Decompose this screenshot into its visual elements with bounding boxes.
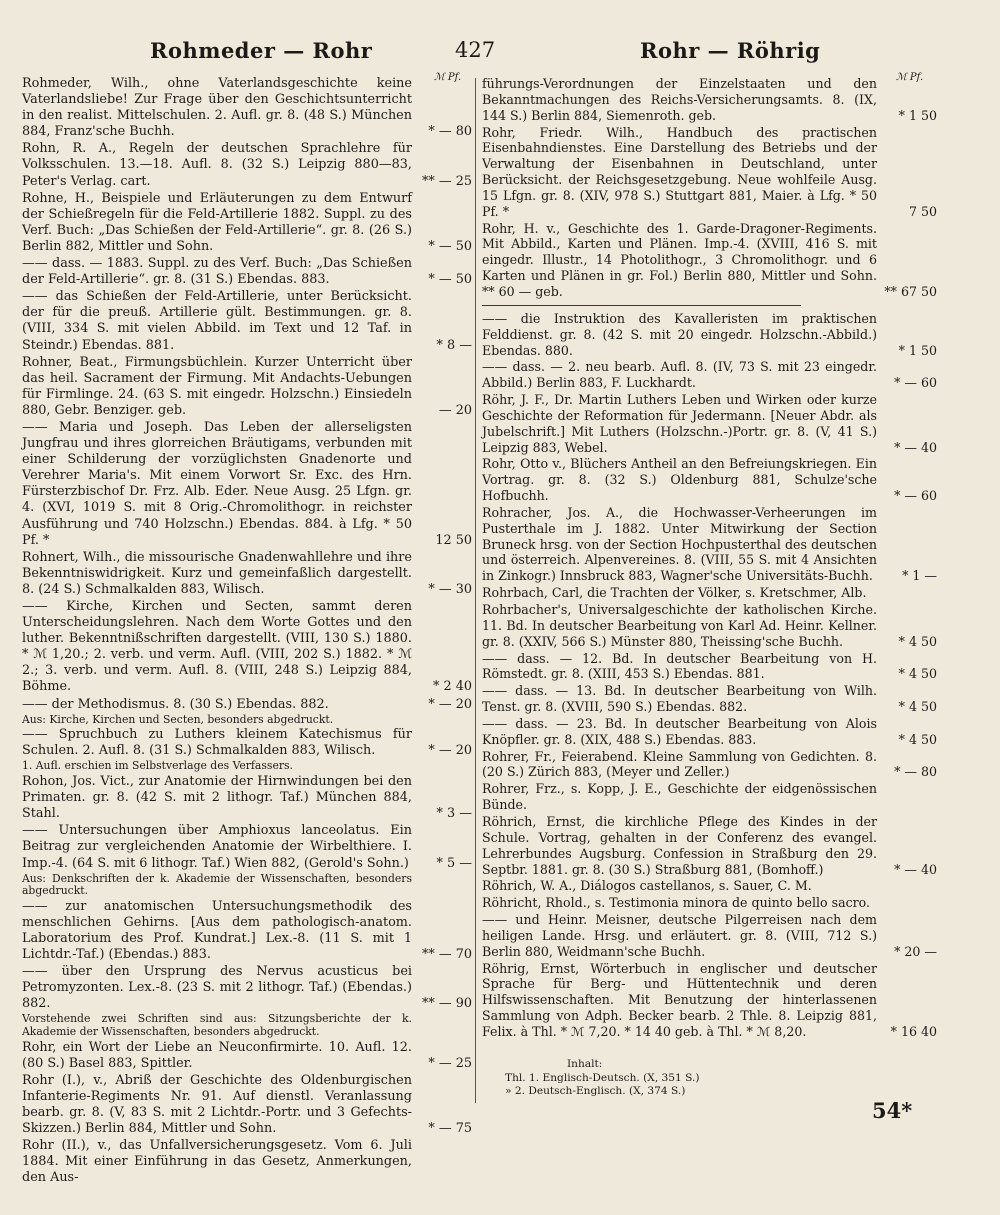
entry-text: Aus: Kirche, Kirchen und Secten, besonders abgedruckt. — [22, 712, 334, 726]
entry-text: —— Maria und Joseph. Das Leben der allerseligsten Jungfrau und ihres glorreichen Bräutigams, verbunden mit einer Schilderung der vorzüglichsten Gnadenorte und Verehrer Maria's. Mit einem Vorwort Sr. Exc. des Hrn. Fürsterzbischof Dr. Frz. Alb. Eder. Neue Ausg. 25 Lfgn. gr. 4. (XVI, 1019 S. mit 8 Orig.-Chromolithogr. in reichster Ausführung und 740 Holzschn.) Ebendas. 884. à Lfg. * 50 Pf. * — [22, 419, 412, 548]
bibliography-entry — [482, 585, 937, 601]
bibliography-entry — [482, 602, 937, 650]
bibliography-entry — [482, 749, 937, 781]
entry-price: * 20 — — [894, 943, 937, 959]
contents-item: » 2. Deutsch-Englisch. (X, 374 S.) — [505, 1085, 686, 1098]
bibliography-entry — [482, 311, 937, 359]
entry-text: —— dass. — 1883. Suppl. zu des Verf. Buch: „Das Schießen der Feld-Artillerie“. gr. 8. (31 S.) Ebendas. 883. — [22, 256, 412, 288]
entry-text: —— dass. — 23. Bd. In deutscher Bearbeitung von Alois Knöpfler. gr. 8. (XIX, 488 S.) Ebendas. 883. — [482, 715, 877, 747]
bibliography-entry — [22, 599, 472, 696]
header-right-title: Rohr — Röhrig — [640, 38, 821, 63]
bibliography-entry — [22, 550, 472, 598]
entry-price: ** — 90 — [421, 996, 472, 1012]
entry-text: Röhrich, W. A., Diálogos castellanos, s. Sauer, C. M. — [482, 878, 812, 894]
entry-price: * 3 — — [436, 806, 472, 822]
entry-price: ** 67 50 — [884, 283, 937, 299]
bibliography-entry — [482, 359, 937, 391]
bibliography-entry — [482, 912, 937, 960]
bibliography-entry — [482, 814, 937, 877]
entry-text: Rohrbacher's, Universalgeschichte der katholischen Kirche. 11. Bd. In deutscher Bearbeitung von Karl Ad. Heinr. Kellner. gr. 8. (XXIV, 566 S.) Münster 880, Theissing'sche Buchh. — [482, 602, 877, 649]
entry-text: Rohner, Beat., Firmungsbüchlein. Kurzer Unterricht über das heil. Sacrament der Firmung. Mit Andachts-Uebungen für Firmlinge. 24. (63 S. mit eingedr. Holzschn.) Einsiedeln 880, Gebr. Benziger. geb. — [22, 354, 412, 418]
entry-price: ** — 70 — [421, 947, 472, 963]
entry-text: Röhrig, Ernst, Wörterbuch in englischer und deutscher Sprache für Berg- und Hüttentechnik und deren Hilfswissenschaften. Mit Benutzung der hinterlassenen Sammlung von Adph. Becker bearb. 2 Thle. 8. Leipzig 881, Felix. à Thl. * ℳ 7,20. * 14 40 geb. à Thl. * ℳ 8,20. — [482, 960, 877, 1039]
entry-price: * — 80 — [894, 764, 937, 780]
entry-text: Rohne, H., Beispiele und Erläuterungen zu dem Entwurf der Schießregeln für die Feld-Artillerie 1882. Suppl. zu des Verf. Buch: „Das Schießen der Feld-Artillerie“. gr. 8. (26 S.) Berlin 882, Mittler und Sohn. — [22, 190, 412, 254]
entry-price: * 8 — — [436, 337, 472, 353]
bibliography-entry — [22, 823, 472, 871]
entry-price: ** — 25 — [421, 173, 472, 189]
bibliography-entry — [22, 256, 472, 288]
entry-price: * 2 40 — [433, 679, 472, 695]
bibliography-entry — [22, 1040, 472, 1072]
entry-price: * — 50 — [428, 238, 472, 254]
entry-text: —— zur anatomischen Untersuchungsmethodik des menschlichen Gehirns. [Aus dem pathologisch-anatom. Laboratorium des Prof. Kundrat.] Lex.-8. (11 S. mit 1 Lichtdr.-Taf.) (Ebendas.) 883. — [22, 898, 412, 963]
entry-text: Rohr (II.), v., das Unfallversicherungsgesetz. Vom 6. Juli 1884. Mit einer Einführung in das Gesetz, Anmerkungen, den Aus- — [22, 1138, 412, 1186]
entry-text: —— dass. — 13. Bd. In deutscher Bearbeitung von Wilh. Tenst. gr. 8. (XVIII, 590 S.) Ebendas. 882. — [482, 683, 877, 715]
bibliography-entry — [482, 76, 937, 124]
bibliography-entry — [482, 392, 937, 455]
entry-text: Vorstehende zwei Schriften sind aus: Sitzungsberichte der k. Akademie der Wissenschaften, besonders abgedruckt. — [22, 1012, 412, 1039]
entry-text: Röhrich, Ernst, die kirchliche Pflege des Kindes in der Schule. Vortrag, gehalten in der Conferenz des evangel. Lehrerbundes Augsburg. Confession in Straßburg den 29. Septbr. 1881. gr. 8. (30 S.) Straßburg 881, (Bomhoff.) — [482, 813, 877, 877]
entry-text: —— dass. — 12. Bd. In deutscher Bearbeitung von H. Römstedt. gr. 8. (XIII, 453 S.) Ebendas. 881. — [482, 650, 877, 682]
header-left-title: Rohmeder — Rohr — [150, 38, 373, 63]
entry-price: * 1 50 — [898, 107, 937, 123]
bibliography-entry — [482, 505, 937, 584]
entry-text: —— der Methodismus. 8. (30 S.) Ebendas. 882. — [22, 696, 329, 712]
contents-item: Thl. 1. Englisch-Deutsch. (X, 351 S.) — [505, 1071, 700, 1084]
entry-text: —— über den Ursprung des Nervus acusticus bei Petromyzonten. Lex.-8. (23 S. mit 2 lithogr. Taf.) (Ebendas.) 882. — [22, 964, 412, 1012]
entry-price: * — 40 — [894, 861, 937, 877]
currency-label-right: ℳ Pf. — [896, 72, 924, 83]
entry-text: Rohr, Friedr. Wilh., Handbuch des practischen Eisenbahndienstes. Eine Darstellung des Betriebs und der Verwaltung der Eisenbahnen in Deutschland, unter Berücksicht. der Reichsgesetzgebung. Neue wohlfeile Ausg. 15 Lfgn. gr. 8. (XIV, 978 S.) Stuttgart 881, Maier. à Lfg. * 50 Pf. * — [482, 124, 877, 219]
entry-text: Rohr (I.), v., Abriß der Geschichte des Oldenburgischen Infanterie-Regiments Nr. 91. Auf dienstl. Veranlassung bearb. gr. 8. (V, 83 S. mit 2 Lichtdr.-Portr. und 3 Gefechts-Skizzen.) Berlin 884, Mittler und Sohn. — [22, 1072, 412, 1137]
entry-text: Röhr, J. F., Dr. Martin Luthers Leben und Wirken oder kurze Geschichte der Reformation für Jedermann. [Neuer Abdr. als Jubelschrift.] Mit Luthers (Holzschn.-)Portr. gr. 8. (V, 41 S.) Leipzig 883, Webel. — [482, 392, 877, 455]
entry-text: Rohr, ein Wort der Liebe an Neuconfirmirte. 10. Aufl. 12. (80 S.) Basel 883, Spittler. — [22, 1039, 412, 1071]
entry-text: —— die Instruktion des Kavalleristen im praktischen Felddienst. gr. 8. (42 S. mit 20 eingedr. Holzschn.-Abbild.) Ebendas. 880. — [482, 310, 877, 358]
entry-price: 7 50 — [908, 203, 937, 219]
entry-price: * — 40 — [894, 439, 937, 455]
entry-text: Rohrer, Fr., Feierabend. Kleine Sammlung von Gedichten. 8. (20 S.) Zürich 883, (Meyer und Zeller.) — [482, 748, 877, 780]
entry-text: Rohrbach, Carl, die Trachten der Völker, s. Kretschmer, Alb. — [482, 585, 867, 601]
bibliography-entry — [482, 221, 937, 300]
entry-price: * — 75 — [428, 1121, 472, 1137]
entry-text: —— das Schießen der Feld-Artillerie, unter Berücksicht. der für die preuß. Artillerie gült. Bestimmungen. gr. 8. (VIII, 334 S. mit vielen Abbild. im Text und 12 Taf. in Steindr.) Ebendas. 881. — [22, 289, 412, 353]
bibliography-entry — [482, 878, 937, 894]
entry-price: * — 50 — [428, 272, 472, 288]
entry-price: * — 60 — [894, 488, 937, 504]
entry-text: Rohr, H. v., Geschichte des 1. Garde-Dragoner-Regiments. Mit Abbild., Karten und Plänen. Imp.-4. (XVIII, 416 S. mit eingedr. Illustr., 14 Photolithogr., 3 Chromolithogr. und 6 Karten und Plänen in gr. Fol.) Berlin 880, Mittler und Sohn. ** 60 — geb. — [482, 220, 877, 299]
bibliography-entry — [482, 716, 937, 748]
bibliography-entry — [22, 191, 472, 255]
entry-price: 12 50 — [435, 532, 472, 548]
bibliography-entry — [22, 899, 472, 963]
entry-price: * 1 50 — [898, 342, 937, 358]
entry-text: Aus: Denkschriften der k. Akademie der Wissenschaften, besonders abgedruckt. — [22, 871, 412, 898]
entry-price: * — 30 — [428, 581, 472, 597]
currency-label-left: ℳ Pf. — [434, 72, 462, 83]
entry-price: — 20 — [438, 402, 472, 418]
entry-text: führungs-Verordnungen der Einzelstaaten und den Bekanntmachungen des Reichs-Versicherungsamts. 8. (IX, 144 S.) Berlin 884, Siemenroth. geb. — [482, 76, 877, 123]
entry-text: —— und Heinr. Meisner, deutsche Pilgerreisen nach dem heiligen Lande. Hrsg. und erläutert. gr. 8. (VIII, 712 S.) Berlin 880, Weidmann'sche Buchh. — [482, 912, 877, 959]
bibliography-entry — [482, 781, 937, 813]
entry-text: Rohon, Jos. Vict., zur Anatomie der Hirnwindungen bei den Primaten. gr. 8. (42 S. mit 2 lithogr. Taf.) München 884, Stahl. — [22, 774, 412, 822]
entry-price: * 4 50 — [898, 699, 937, 715]
bibliography-entry — [482, 651, 937, 683]
page-header — [0, 38, 1000, 72]
entry-price: * 5 — — [436, 855, 472, 871]
entry-text: Rohnert, Wilh., die missourische Gnadenwahllehre und ihre Bekenntniswidrigkeit. Kurz und gemeinfaßlich dargestellt. 8. (24 S.) Schmalkalden 883, Wilisch. — [22, 549, 412, 597]
entry-text: —— Kirche, Kirchen und Secten, sammt deren Unterscheidungslehren. Nach dem Worte Gottes und den luther. Bekenntnißschriften dargestellt. (VIII, 130 S.) 1880. * ℳ 1,20.; 2. verb. und verm. Aufl. (VIII, 202 S.) 1882. * ℳ 2.; 3. verb. und verm. Aufl. 8. (VIII, 248 S.) Leipzig 884, Böhme. — [22, 599, 412, 695]
page-number: 427 — [455, 38, 496, 62]
bibliography-entry — [22, 727, 472, 759]
bibliography-entry — [482, 895, 937, 911]
contents-title: Inhalt: — [567, 1058, 603, 1070]
entry-text: —— Untersuchungen über Amphioxus lanceolatus. Ein Beitrag zur vergleichenden Anatomie der Wirbelthiere. I. Imp.-4. (64 S. mit 6 lithogr. Taf.) Wien 882, (Gerold's Sohn.) — [22, 823, 412, 871]
bibliography-entry — [22, 355, 472, 419]
bibliography-entry — [482, 456, 937, 504]
bibliography-entry — [22, 774, 472, 822]
entry-price: * 4 50 — [898, 731, 937, 747]
entry-price: * — 80 — [428, 124, 472, 140]
bibliography-entry — [22, 1138, 472, 1186]
bibliography-entry — [22, 141, 472, 189]
contents-box — [505, 1058, 765, 1099]
section-rule — [482, 305, 801, 306]
entry-text: 1. Aufl. erschien im Selbstverlage des Verfassers. — [22, 759, 293, 773]
bibliography-entry — [22, 289, 472, 353]
sheet-signature: 54* — [872, 1098, 913, 1123]
bibliography-entry — [22, 964, 472, 1012]
entry-price: * 4 50 — [898, 633, 937, 649]
entry-note — [22, 1013, 472, 1038]
column-divider — [475, 78, 476, 1103]
bibliography-entry — [22, 697, 472, 713]
entry-note — [22, 714, 472, 727]
entry-text: Rohr, Otto v., Blüchers Antheil an den Befreiungskriegen. Ein Vortrag. gr. 8. (32 S.) Oldenburg 881, Schulze'sche Hofbuchh. — [482, 456, 877, 504]
entry-text: Rohracher, Jos. A., die Hochwasser-Verheerungen im Pusterthale im J. 1882. Unter Mitwirkung der Section Bruneck hrsg. von der Section Hochpusterthal des deutschen und österreich. Alpenvereines. 8. (VIII, 55 S. mit 4 Ansichten in Zinkogr.) Innsbruck 883, Wagner'sche Universitäts-Buchh. — [482, 504, 877, 584]
entry-price: * — 60 — [894, 375, 937, 391]
entry-price: * — 20 — [428, 696, 472, 712]
entry-text: —— Spruchbuch zu Luthers kleinem Katechismus für Schulen. 2. Aufl. 8. (31 S.) Schmalkalden 883, Wilisch. — [22, 727, 412, 759]
right-column — [482, 76, 937, 1041]
bibliography-entry — [22, 1073, 472, 1137]
entry-price: * 4 50 — [898, 666, 937, 682]
bibliography-entry — [482, 961, 937, 1040]
entry-text: Rohn, R. A., Regeln der deutschen Sprachlehre für Volksschulen. 13.—18. Aufl. 8. (32 S.) Leipzig 880—83, Peter's Verlag. cart. — [22, 141, 412, 189]
bibliography-entry — [482, 683, 937, 715]
entry-text: Rohrer, Frz., s. Kopp, J. E., Geschichte der eidgenössischen Bünde. — [482, 781, 877, 813]
entry-text: Röhricht, Rhold., s. Testimonia minora de quinto bello sacro. — [482, 895, 871, 911]
left-column — [22, 76, 472, 1187]
entry-text: Rohmeder, Wilh., ohne Vaterlandsgeschichte keine Vaterlandsliebe! Zur Frage über den Geschichtsunterricht in den realist. Mittelschulen. 2. Aufl. gr. 8. (48 S.) München 884, Franz'sche Buchh. — [22, 76, 412, 140]
entry-note — [22, 873, 472, 898]
entry-price: * 16 40 — [890, 1023, 937, 1039]
bibliography-entry — [22, 420, 472, 549]
bibliography-entry — [482, 125, 937, 220]
entry-price: * — 25 — [428, 1055, 472, 1071]
entry-price: * 1 — — [902, 568, 937, 584]
entry-text: —— dass. — 2. neu bearb. Aufl. 8. (IV, 73 S. mit 23 eingedr. Abbild.) Berlin 883, F. Luckhardt. — [482, 359, 877, 391]
entry-note — [22, 760, 472, 773]
entry-price: * — 20 — [428, 743, 472, 759]
bibliography-entry — [22, 76, 472, 140]
